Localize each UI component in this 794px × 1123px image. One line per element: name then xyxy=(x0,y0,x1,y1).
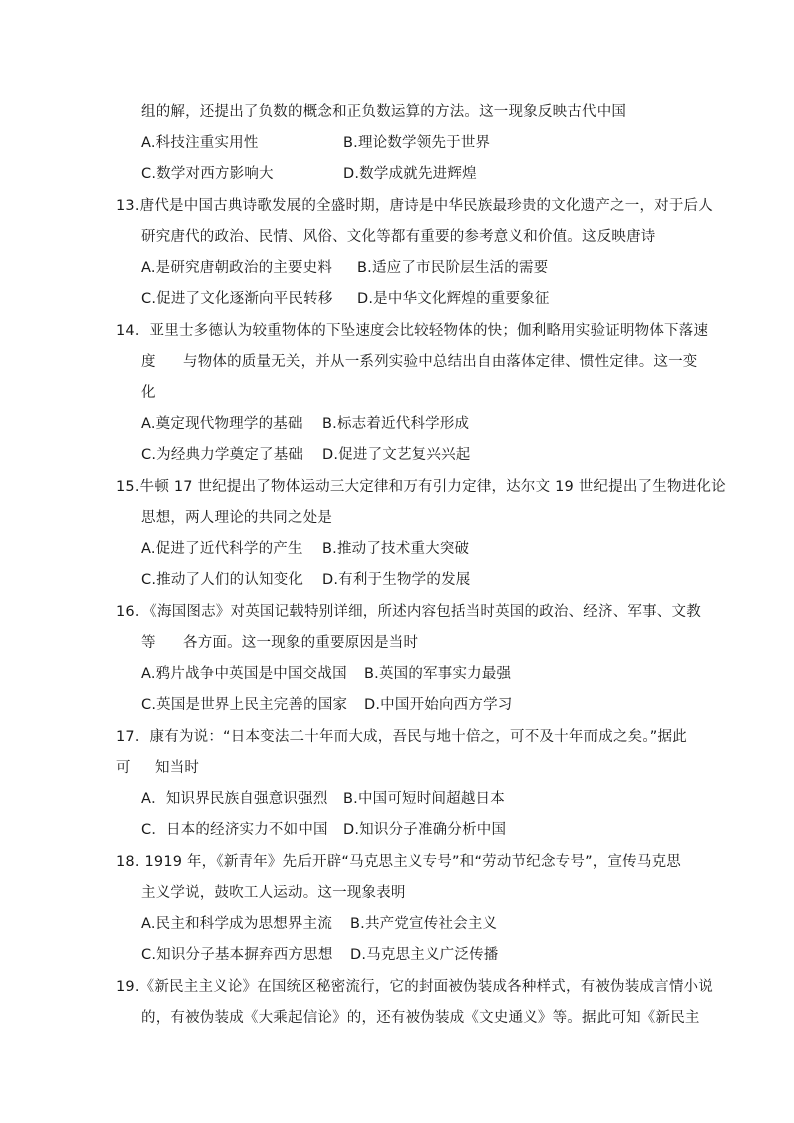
q14-option-d: D.促进了文艺复兴兴起 xyxy=(322,447,471,463)
q12-option-d: D.数学成就先进辉煌 xyxy=(343,166,477,182)
q14-option-c: C.为经典力学奠定了基础 xyxy=(141,447,304,463)
q12-stem-continuation: 组的解，还提出了负数的概念和正负数运算的方法。这一现象反映古代中国 xyxy=(141,104,627,120)
q14-stem-line3: 化 xyxy=(141,385,156,401)
q13-stem-line2: 研究唐代的政治、民情、风俗、文化等都有重要的参考意义和价值。这反映唐诗 xyxy=(141,229,656,245)
q13-option-a: A.是研究唐朝政治的主要史料 xyxy=(141,260,333,276)
q15-stem-line1: 15.牛顿 17 世纪提出了物体运动三大定律和万有引力定律，达尔文 19 世纪提出了生物进化论 xyxy=(116,479,726,495)
q16-option-b: B.英国的军事实力最强 xyxy=(364,666,512,682)
q15-option-d: D.有利于生物学的发展 xyxy=(322,572,471,588)
q18-option-c: C.知识分子基本摒弃西方思想 xyxy=(141,947,333,963)
q16-option-d: D.中国开始向西方学习 xyxy=(364,697,513,713)
q15-option-a: A.促进了近代科学的产生 xyxy=(141,541,303,557)
q13-option-c: C.促进了文化逐渐向平民转移 xyxy=(141,291,333,307)
q16-option-c: C.英国是世界上民主完善的国家 xyxy=(141,697,348,713)
q16-option-a: A.鸦片战争中英国是中国交战国 xyxy=(141,666,347,682)
q14-stem-line1: 14．亚里士多德认为较重物体的下坠速度会比较轻物体的快；伽利略用实验证明物体下落速 xyxy=(116,323,709,339)
q17-stem-line2-rest: 知当时 xyxy=(155,760,200,776)
q19-stem-line1: 19.《新民主主义论》在国统区秘密流行，它的封面被伪装成各种样式，有被伪装成言情小说 xyxy=(116,979,713,995)
q16-stem-line1: 16．《海国图志》对英国记载特别详细，所述内容包括当时英国的政治、经济、军事、文教 xyxy=(116,604,701,620)
q18-stem-line2: 主义学说，鼓吹工人运动。这一现象表明 xyxy=(141,885,406,901)
q13-option-b: B.适应了市民阶层生活的需要 xyxy=(357,260,549,276)
q19-stem-line2: 的，有被伪装成《大乘起信论》的，还有被伪装成《文史通义》等。据此可知《新民主 xyxy=(141,1010,700,1026)
q17-option-d: D.知识分子准确分析中国 xyxy=(343,822,507,838)
q17-stem-line2-start: 可 xyxy=(116,760,131,776)
q17-option-a: A．知识界民族自强意识强烈 xyxy=(141,791,328,807)
q14-stem-line2-rest: 与物体的质量无关，并从一系列实验中总结出自由落体定律、惯性定律。这一变 xyxy=(183,354,698,370)
q15-option-b: B.推动了技术重大突破 xyxy=(322,541,470,557)
q12-option-b: B.理论数学领先于世界 xyxy=(343,135,491,151)
q14-option-a: A.奠定现代物理学的基础 xyxy=(141,416,303,432)
q18-option-d: D.马克思主义广泛传播 xyxy=(350,947,499,963)
q17-option-c: C．日本的经济实力不如中国 xyxy=(141,822,328,838)
q16-stem-line2-start: 等 xyxy=(141,635,156,651)
q18-option-a: A.民主和科学成为思想界主流 xyxy=(141,916,333,932)
q16-stem-line2-rest: 各方面。这一现象的重要原因是当时 xyxy=(183,635,419,651)
q13-option-d: D.是中华文化辉煌的重要象征 xyxy=(357,291,550,307)
q15-option-c: C.推动了人们的认知变化 xyxy=(141,572,304,588)
q14-stem-line2-start: 度 xyxy=(141,354,156,370)
q15-stem-line2: 思想，两人理论的共同之处是 xyxy=(141,510,333,526)
q14-option-b: B.标志着近代科学形成 xyxy=(322,416,470,432)
q12-option-a: A.科技注重实用性 xyxy=(141,135,259,151)
q17-option-b: B.中国可短时间超越日本 xyxy=(343,791,505,807)
q18-option-b: B.共产党宣传社会主义 xyxy=(350,916,498,932)
q12-option-c: C.数学对西方影响大 xyxy=(141,166,274,182)
q17-stem-line1: 17．康有为说：“日本变法二十年而大成，吾民与地十倍之，可不及十年而成之矣。”据此 xyxy=(116,729,687,745)
q18-stem-line1: 18. 1919 年，《新青年》先后开辟“马克思主义专号”和“劳动节纪念专号”，宣传马克思 xyxy=(116,854,681,870)
q13-stem-line1: 13.唐代是中国古典诗歌发展的全盛时期，唐诗是中华民族最珍贵的文化遗产之一，对于后人 xyxy=(116,198,713,214)
